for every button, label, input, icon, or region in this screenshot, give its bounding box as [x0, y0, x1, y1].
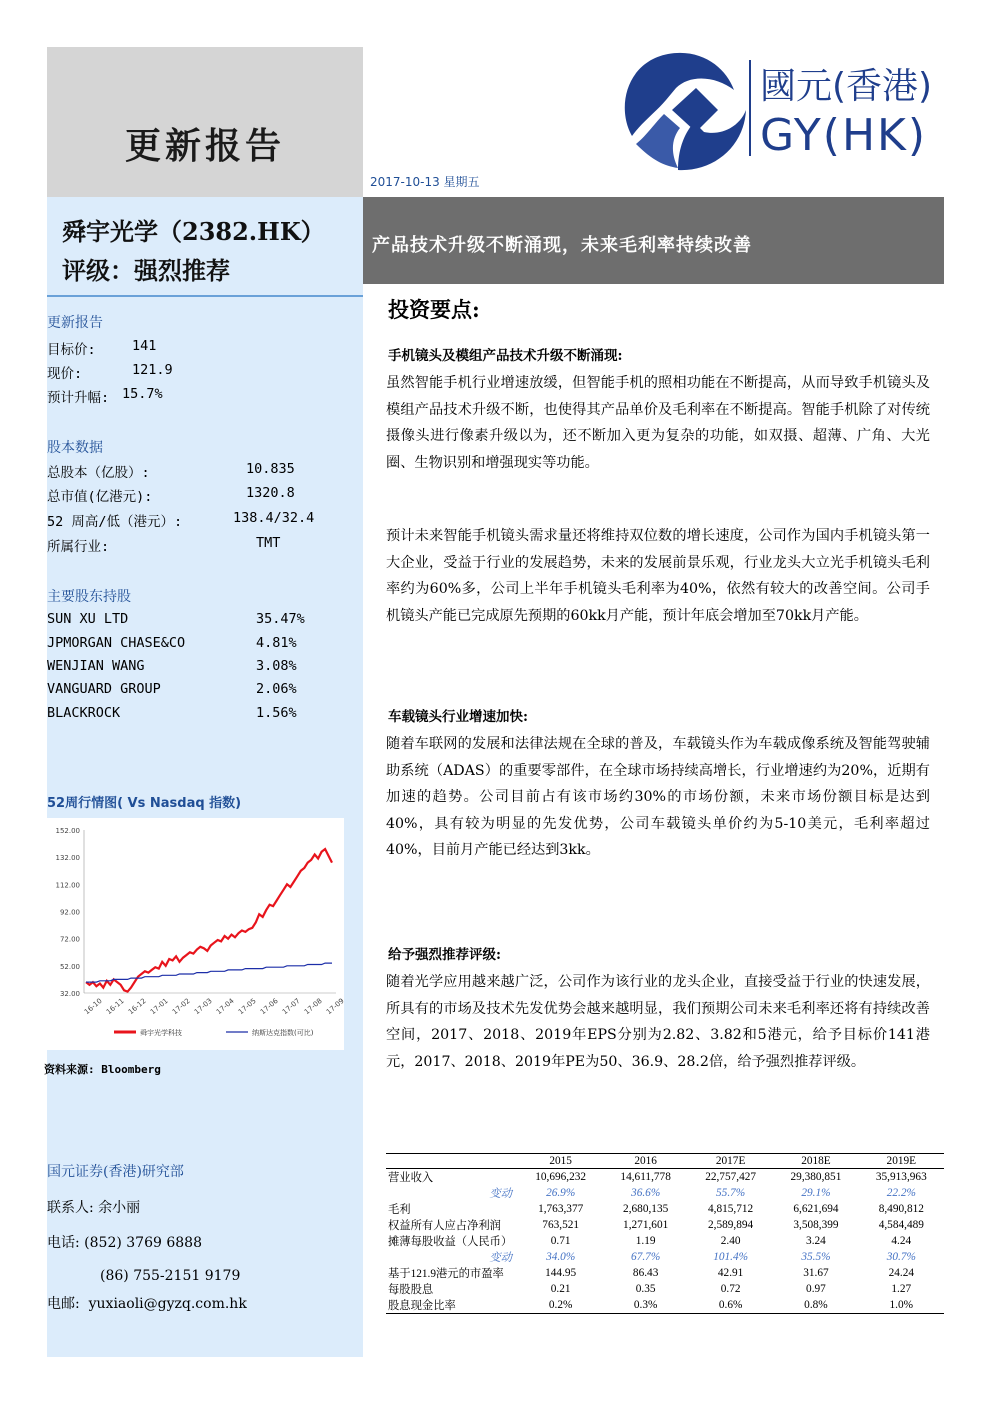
- table-row: [386, 1217, 944, 1233]
- table-cell: 29.1%: [801, 1187, 831, 1199]
- table-cell: 42.91: [717, 1267, 744, 1279]
- y-tick-label: 72.00: [59, 935, 80, 944]
- source-note: 资料来源: Bloomberg: [44, 1063, 161, 1076]
- stock-row-label: 总股本（亿股）:: [47, 465, 150, 481]
- shareholder-pct: 3.08%: [256, 658, 297, 674]
- stock-row-label: 52 周高/低（港元）:: [47, 514, 183, 530]
- section-paragraph: 虽然智能手机行业增速放缓，但智能手机的照相功能在不断提高，从而导致手机镜头及模组产品技术升级不断，也使得其产品单价及毛利率在不断提高。智能手机除了对传统摄像头进行像素升级以为，还不断加入更为复杂的功能，如双摄、超薄、广角、大光圈、生物识别和增强现实等功能。: [386, 375, 930, 471]
- financial-table: [386, 1153, 944, 1314]
- targets-heading: 更新报告: [47, 315, 103, 331]
- table-row-label: 毛利: [388, 1204, 411, 1216]
- contact-phone-2: (86) 755-2151 9179: [100, 1268, 241, 1284]
- section-paragraph: 随着车联网的发展和法律法规在全球的普及，车载镜头作为车载成像系统及智能驾驶辅助系统（ADAS）的重要零部件，在全球市场持续高增长，行业增速约为20%，近期有加速的趋势。公司目前占有该市场约30%的市场份额，未来市场份额目标是达到40%，具有较为明显的先发优势，公司车载镜头单价约为5-10美元，毛利率超过40%，目前月产能已经达到3kk。: [386, 736, 930, 859]
- table-cell: 0.21: [550, 1283, 571, 1295]
- table-row: [386, 1281, 944, 1297]
- table-cell: 26.9%: [546, 1187, 576, 1199]
- table-cell: 0.71: [550, 1235, 571, 1247]
- table-row-label: 基于121.9港元的市盈率: [388, 1268, 504, 1280]
- table-row-label: 权益所有人应占净利润: [388, 1220, 501, 1232]
- table-cell: 14,611,778: [620, 1171, 671, 1183]
- table-row: [386, 1169, 944, 1186]
- y-tick-label: 112.00: [55, 881, 80, 890]
- table-cell: 34.0%: [546, 1251, 576, 1263]
- table-cell: 4.24: [891, 1235, 912, 1247]
- x-tick-label: 17-01: [148, 996, 170, 1017]
- table-row-label: 变动: [489, 1252, 512, 1264]
- contact-email[interactable]: 电邮: yuxiaoli@gyzq.com.hk: [47, 1296, 247, 1312]
- investment-points-title: 投资要点:: [388, 297, 480, 322]
- report-type-title: 更新报告: [124, 125, 285, 167]
- logo-cn-text: 國元(香港): [760, 66, 933, 107]
- table-header-year: 2018E: [773, 1154, 858, 1169]
- table-header-year: 2015: [518, 1154, 603, 1169]
- table-row-label: 摊薄每股收益（人民币）: [388, 1236, 513, 1248]
- section-paragraph: 预计未来智能手机镜头需求量还将维持双位数的增长速度，公司作为国内手机镜头第一大企业，受益于行业的发展趋势，未来的发展前景乐观，行业龙头大立光手机镜头毛利率约为60%多，公司上半年手机镜头毛利率为40%，依然有较大的改善空间。公司手机镜头产能已完成原先预期的60kk月产能，预计年底会增加至70kk月产能。: [386, 528, 930, 624]
- table-cell: 31.67: [803, 1267, 829, 1279]
- contact-phone: 电话: (852) 3769 6888: [47, 1235, 202, 1251]
- current-price-value: 121.9: [132, 362, 173, 378]
- contact-person: 联系人: 余小丽: [47, 1200, 141, 1216]
- section-heading: 手机镜头及模组产品技术升级不断涌现:: [388, 348, 623, 364]
- x-tick-label: 17-05: [236, 996, 258, 1017]
- table-row: [386, 1265, 944, 1281]
- rating: 评级：强烈推荐: [62, 256, 230, 285]
- table-row-label: 股息现金比率: [386, 1297, 518, 1314]
- table-cell: 30.7%: [886, 1251, 916, 1263]
- x-tick-label: 17-08: [302, 996, 324, 1017]
- y-tick-label: 52.00: [59, 962, 80, 971]
- table-header-year: 2016: [603, 1154, 688, 1169]
- table-header-year: 2019E: [859, 1154, 944, 1169]
- target-price-label: 目标价:: [47, 342, 96, 358]
- table-cell: 10,696,232: [535, 1171, 587, 1183]
- shareholder-pct: 1.56%: [256, 705, 297, 721]
- table-row: [386, 1249, 944, 1265]
- stock-row-value: 1320.8: [246, 485, 295, 501]
- table-row: [386, 1201, 944, 1217]
- table-cell: 22.2%: [886, 1187, 916, 1199]
- shareholder-name: SUN XU LTD: [47, 611, 129, 627]
- table-cell: 0.72: [720, 1283, 741, 1295]
- table-cell: 1.0%: [859, 1297, 944, 1314]
- table-cell: 35,913,963: [875, 1171, 927, 1183]
- table-cell: 67.7%: [631, 1251, 661, 1263]
- table-cell: 4,584,489: [878, 1219, 924, 1231]
- table-cell: 2.40: [720, 1235, 741, 1247]
- table-row-label: 变动: [489, 1188, 512, 1200]
- y-tick-label: 92.00: [59, 908, 80, 917]
- table-row: [386, 1297, 944, 1314]
- stock-row-value: 138.4/32.4: [233, 510, 315, 526]
- table-cell: 86.43: [632, 1267, 659, 1279]
- table-header-row: [386, 1154, 944, 1169]
- table-cell: 101.4%: [713, 1251, 749, 1263]
- table-cell: 1,763,377: [538, 1203, 584, 1215]
- research-dept: 国元证券(香港)研究部: [47, 1164, 184, 1180]
- legend-label: 舜宇光学科技: [140, 1029, 182, 1037]
- stock-row-label: 总市值(亿港元):: [47, 489, 153, 505]
- section-paragraph: 随着光学应用越来越广泛，公司作为该行业的龙头企业，直接受益于行业的快速发展，所具有的市场及技术先发优势会越来越明显，我们预期公司未来毛利率还将有持续改善空间，2017、2018、2019年EPS分别为2.82、3.82和5港元，给予目标价141港元，2017、2018、2019年PE为50、36.9、28.2倍，给予强烈推荐评级。: [386, 974, 930, 1070]
- table-cell: 35.5%: [801, 1251, 831, 1263]
- stock-row-value: TMT: [256, 535, 281, 551]
- shareholder-name: BLACKROCK: [47, 705, 121, 721]
- current-price-label: 现价:: [47, 366, 83, 382]
- shareholder-pct: 4.81%: [256, 635, 297, 651]
- table-cell: 55.7%: [716, 1187, 746, 1199]
- table-cell: 8,490,812: [878, 1203, 924, 1215]
- stock-data-heading: 股本数据: [47, 440, 103, 456]
- upside-label: 预计升幅:: [47, 390, 110, 406]
- table-cell: 29,380,851: [790, 1171, 842, 1183]
- y-tick-label: 152.00: [55, 827, 80, 835]
- table-cell: 3,508,399: [793, 1219, 839, 1231]
- table-cell: 0.3%: [603, 1297, 688, 1314]
- table-cell: 6,621,694: [793, 1203, 839, 1215]
- table-cell: 36.6%: [631, 1187, 661, 1199]
- company-logo: [612, 48, 952, 172]
- table-cell: 0.6%: [688, 1297, 773, 1314]
- table-row-label: 营业收入: [388, 1172, 434, 1184]
- section-heading: 给予强烈推荐评级:: [388, 947, 501, 963]
- table-cell: 3.24: [806, 1235, 826, 1247]
- table-row: [386, 1185, 944, 1201]
- shareholder-name: VANGUARD GROUP: [47, 681, 161, 697]
- shareholder-pct: 35.47%: [256, 611, 305, 627]
- table-cell: 2,680,135: [623, 1203, 669, 1215]
- stock-row-value: 10.835: [246, 461, 295, 477]
- table-header-year: 2017E: [688, 1154, 773, 1169]
- x-tick-label: 16-11: [104, 996, 126, 1017]
- logo-graphic: [612, 48, 952, 172]
- series-line-stock: [86, 849, 332, 992]
- table-cell: 763,521: [542, 1219, 580, 1231]
- table-cell: 22,757,427: [705, 1171, 757, 1183]
- shareholder-pct: 2.06%: [256, 681, 297, 697]
- table-cell: 0.8%: [773, 1297, 858, 1314]
- stock-row-label: 所属行业:: [47, 539, 110, 555]
- table-cell: 144.95: [545, 1267, 577, 1279]
- table-cell: 24.24: [888, 1267, 915, 1279]
- headline: 产品技术升级不断涌现，未来毛利率持续改善: [372, 235, 752, 256]
- report-date: 2017-10-13 星期五: [370, 175, 480, 189]
- chart-title: 52周行情图( Vs Nasdaq 指数): [47, 796, 242, 811]
- table-cell: 1.27: [891, 1283, 912, 1295]
- left-panel: [47, 197, 363, 1357]
- y-tick-label: 32.00: [59, 990, 80, 998]
- y-tick-label: 132.00: [55, 854, 80, 863]
- table-cell: 1,271,601: [623, 1219, 669, 1231]
- x-tick-label: 17-09: [324, 996, 344, 1017]
- shareholder-name: WENJIAN WANG: [47, 658, 145, 674]
- table-cell: 2,589,894: [708, 1219, 754, 1231]
- left-divider: [47, 295, 363, 297]
- series-line-index: [86, 963, 332, 982]
- x-tick-label: 16-12: [126, 996, 148, 1017]
- table-cell: 4,815,712: [708, 1203, 754, 1215]
- x-tick-label: 16-10: [82, 996, 104, 1017]
- table-row: [386, 1233, 944, 1249]
- table-row-label: 每股股息: [388, 1284, 434, 1296]
- target-price-value: 141: [132, 338, 157, 354]
- shareholder-name: JPMORGAN CHASE&CO: [47, 635, 186, 651]
- x-tick-label: 17-03: [192, 996, 214, 1017]
- logo-en-text: GY(HK): [760, 110, 928, 161]
- table-cell: 1.19: [635, 1235, 656, 1247]
- table-cell: 0.97: [806, 1283, 826, 1295]
- shareholders-heading: 主要股东持股: [47, 589, 131, 605]
- legend-label: 纳斯达克指数(可比): [252, 1029, 314, 1037]
- company-title: 舜宇光学（2382.HK）: [62, 217, 325, 246]
- x-tick-label: 17-07: [280, 996, 302, 1017]
- x-tick-label: 17-02: [170, 996, 192, 1017]
- table-cell: 0.35: [635, 1283, 656, 1295]
- price-chart: [44, 818, 344, 1050]
- table-header-blank: [386, 1154, 518, 1169]
- table-cell: 0.2%: [518, 1297, 603, 1314]
- x-tick-label: 17-04: [214, 996, 236, 1017]
- x-tick-label: 17-06: [258, 996, 280, 1017]
- section-heading: 车载镜头行业增速加快:: [388, 709, 528, 725]
- price-chart-svg: [44, 818, 344, 1050]
- upside-value: 15.7%: [122, 386, 163, 402]
